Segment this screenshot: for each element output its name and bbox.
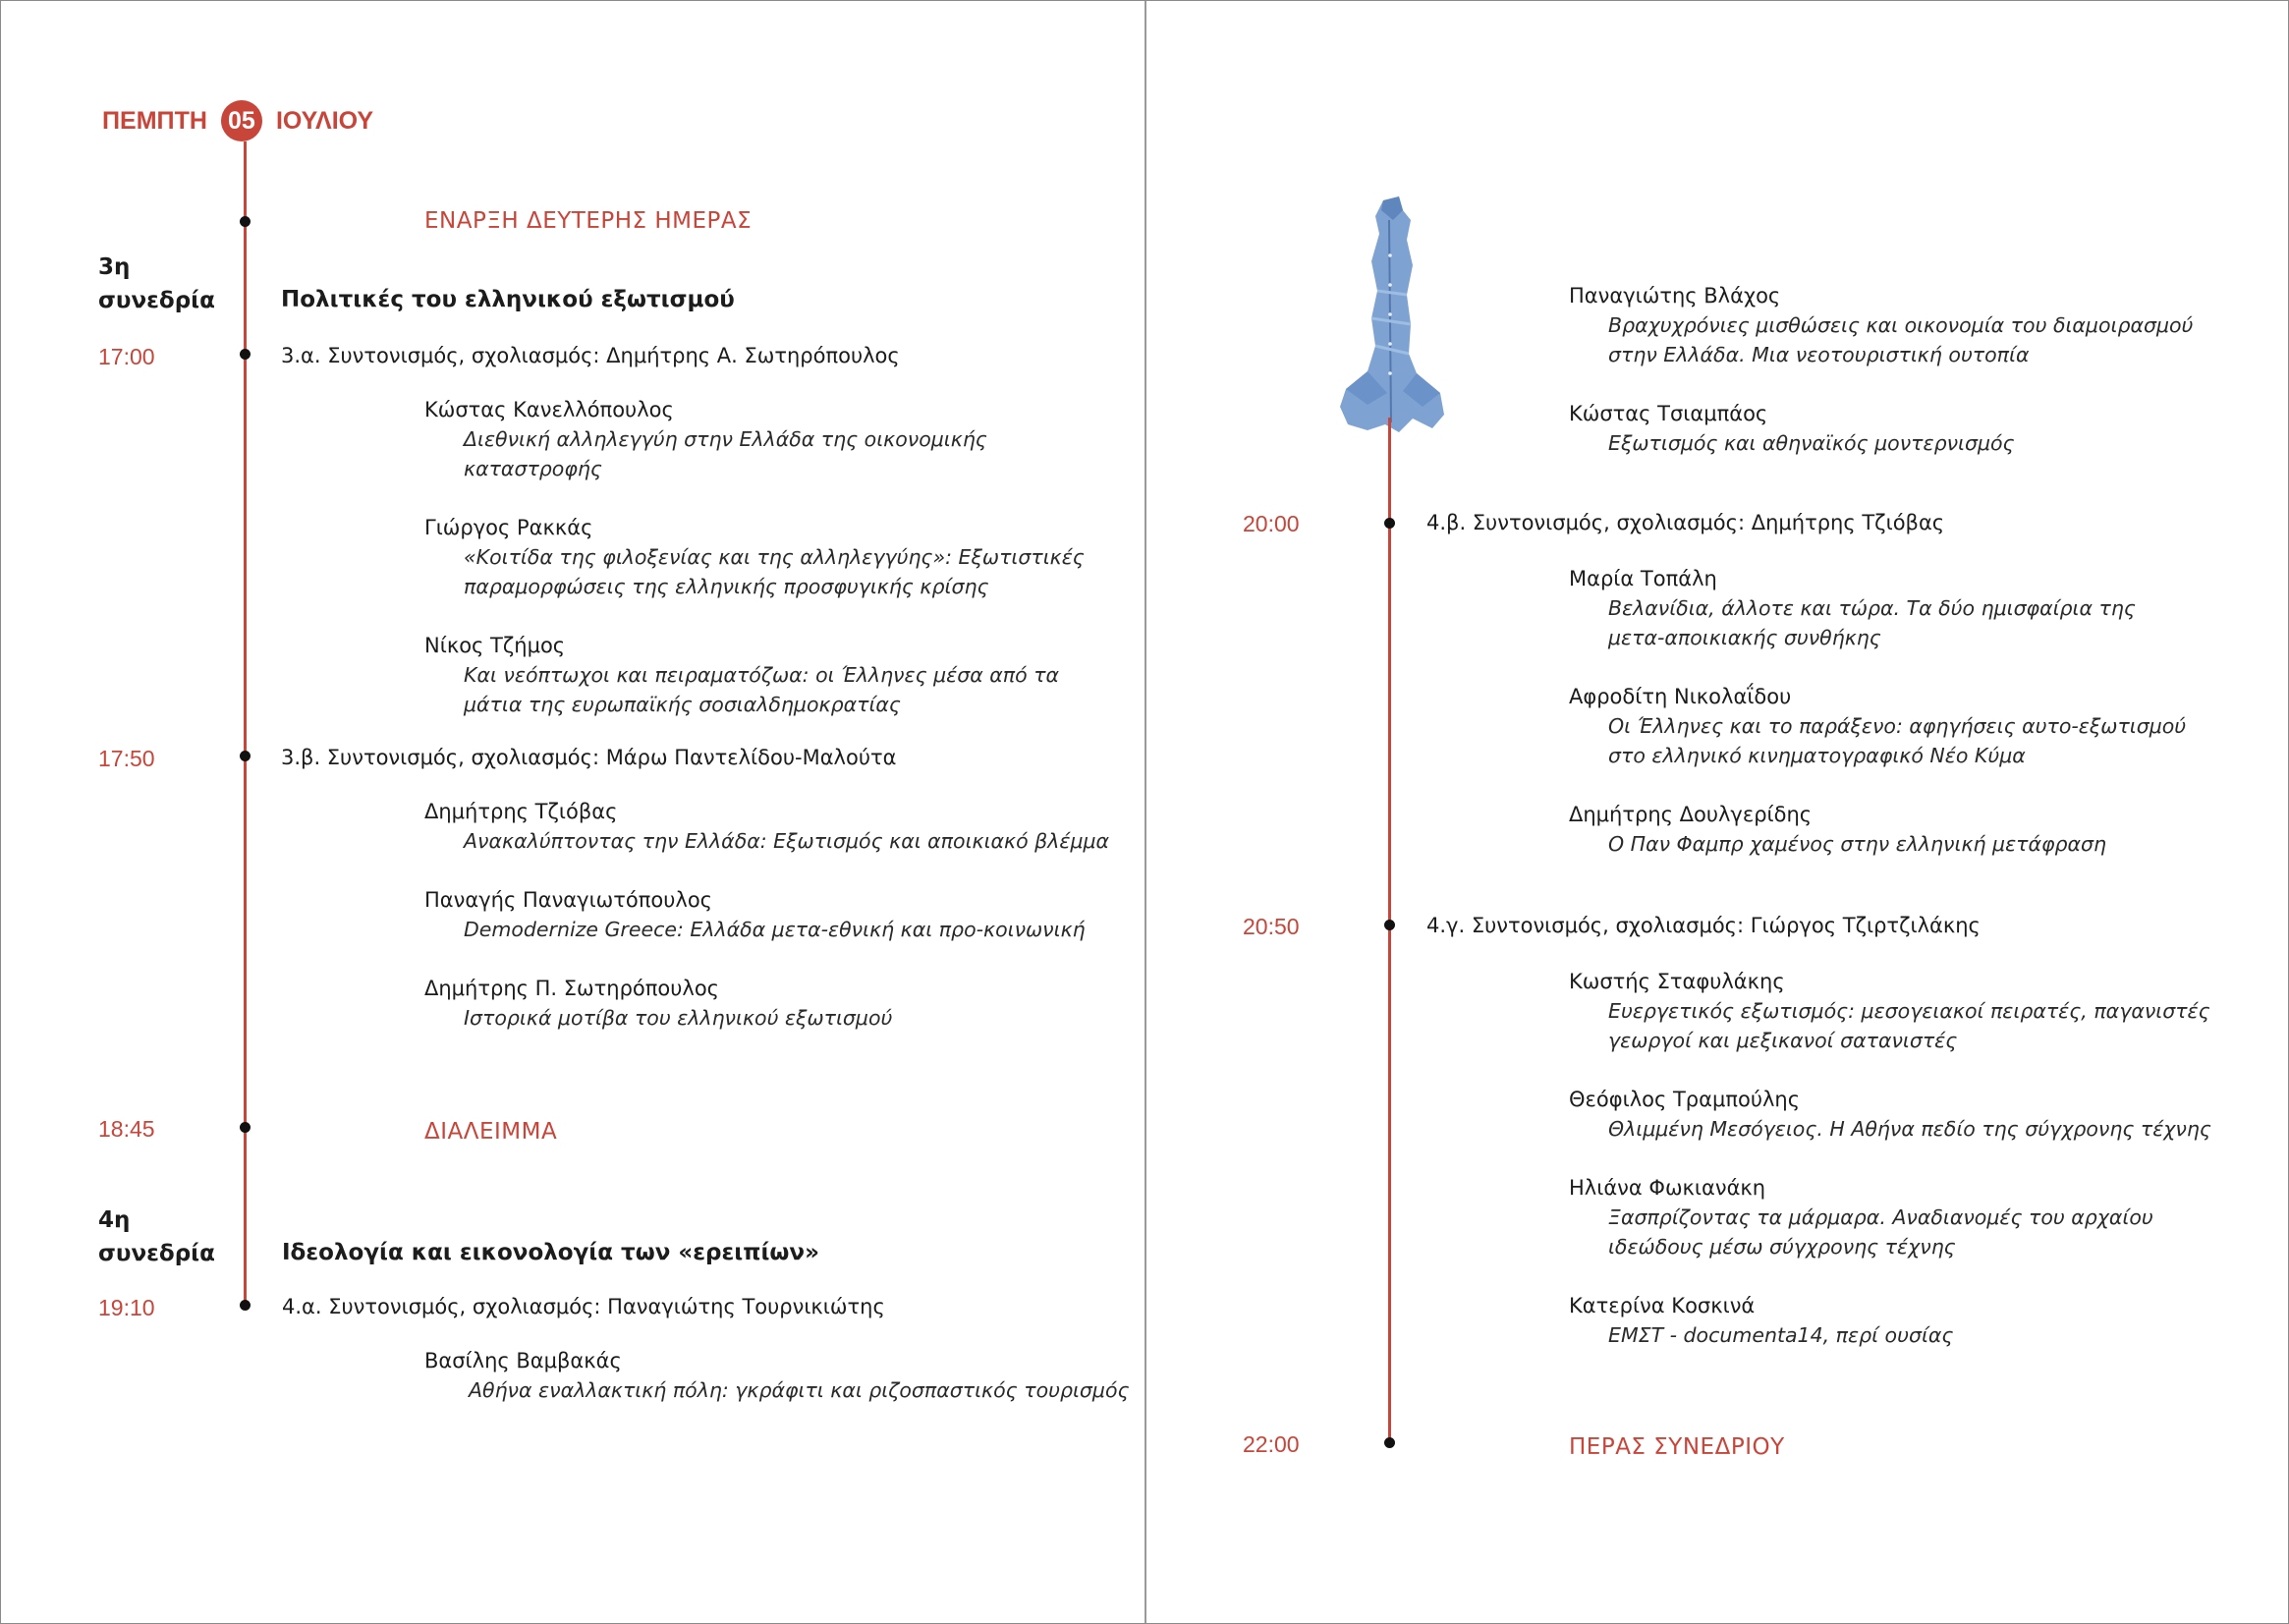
talk-title: Διεθνική αλληλεγγύη στην Ελλάδα της οικονομικής bbox=[464, 427, 987, 451]
talk-title: Ιστορικά μοτίβα του ελληνικού εξωτισμού bbox=[464, 1006, 893, 1030]
panel-chair: 3.α. Συντονισμός, σχολιασμός: Δημήτρης Α. Σωτηρόπουλος bbox=[281, 344, 900, 367]
timeline-dot bbox=[1384, 518, 1395, 529]
time-label: 22:00 bbox=[1243, 1431, 1300, 1457]
time-label: 20:00 bbox=[1243, 511, 1300, 536]
session-3-label bbox=[98, 251, 215, 317]
page-spine bbox=[1144, 0, 1146, 1624]
talk-title: Οι Έλληνες και το παράξενο: αφηγήσεις αυτο-εξωτισμού bbox=[1608, 714, 2187, 738]
shirt-icon bbox=[1338, 196, 1446, 432]
talk-title: Θλιμμένη Μεσόγειος. Η Αθήνα πεδίο της σύγχρονης τέχνης bbox=[1608, 1117, 2211, 1141]
talk-title: Ξασπρίζοντας τα μάρμαρα. Αναδιανομές του αρχαίου bbox=[1608, 1205, 2153, 1229]
speaker-name: Παναγής Παναγιωτόπουλος bbox=[424, 888, 713, 912]
talk-entry bbox=[424, 974, 892, 1033]
talk-title: μετα-αποικιακής συνθήκης bbox=[1608, 626, 1881, 649]
talk-title: ιδεώδους μέσω σύγχρονης τέχνης bbox=[1608, 1235, 1956, 1259]
timeline-dot bbox=[240, 1300, 251, 1311]
talk-entry bbox=[424, 1346, 1130, 1405]
talk-entry bbox=[1569, 281, 2193, 369]
panel-chair: 4.γ. Συντονισμός, σχολιασμός: Γιώργος Τζιρτζιλάκης bbox=[1426, 914, 1981, 937]
speaker-name: Αφροδίτη Νικολαΐδου bbox=[1569, 685, 1792, 708]
day-number-badge: 05 bbox=[221, 100, 262, 141]
talk-title: μάτια της ευρωπαϊκής σοσιαλδημοκρατίας bbox=[464, 693, 901, 716]
talk-entry bbox=[1569, 1291, 1953, 1350]
month-label: ΙΟΥΛΙΟΥ bbox=[275, 106, 374, 135]
break-label: ΔΙΑΛΕΙΜΜΑ bbox=[424, 1119, 558, 1145]
speaker-name: Θεόφιλος Τραμπούλης bbox=[1569, 1088, 1801, 1111]
speaker-name: Βασίλης Βαμβακάς bbox=[424, 1349, 622, 1372]
talk-title: Βραχυχρόνιες μισθώσεις και οικονομία του διαμοιρασμού bbox=[1608, 313, 2194, 337]
session-number: 4η bbox=[98, 1207, 131, 1233]
speaker-name: Παναγιώτης Βλάχος bbox=[1569, 284, 1781, 308]
talk-title: στην Ελλάδα. Μια νεοτουριστική ουτοπία bbox=[1608, 343, 2030, 366]
timeline-dot bbox=[240, 1122, 251, 1133]
talk-title: Αθήνα εναλλακτική πόλη: γκράφιτι και ριζοσπαστικός τουρισμός bbox=[469, 1378, 1130, 1402]
talk-title: καταστροφής bbox=[464, 457, 602, 480]
session-4-label bbox=[98, 1204, 215, 1270]
talk-entry bbox=[1569, 564, 2136, 652]
timeline-dot bbox=[240, 349, 251, 360]
speaker-name: Ηλιάνα Φωκιανάκη bbox=[1569, 1176, 1766, 1200]
session-3-title: Πολιτικές του ελληνικού εξωτισμού bbox=[281, 287, 735, 312]
timeline-dot bbox=[240, 216, 251, 227]
talk-title: Ευεργετικός εξωτισμός: μεσογειακοί πειρατές, παγανιστές bbox=[1608, 999, 2210, 1023]
talk-title: Βελανίδια, άλλοτε και τώρα. Τα δύο ημισφαίρια της bbox=[1608, 596, 2136, 620]
talk-title: γεωργοί και μεξικανοί σατανιστές bbox=[1608, 1029, 1958, 1052]
talk-title: Demodernize Greece: Ελλάδα μετα-εθνική και προ-κοινωνική bbox=[464, 918, 1086, 941]
talk-entry bbox=[424, 513, 1085, 601]
speaker-name: Γιώργος Ρακκάς bbox=[424, 516, 593, 539]
talk-title: ΕΜΣΤ - documenta14, περί ουσίας bbox=[1608, 1323, 1954, 1347]
time-label: 20:50 bbox=[1243, 914, 1300, 939]
speaker-name: Μαρία Τοπάλη bbox=[1569, 567, 1717, 590]
speaker-name: Δημήτρης Π. Σωτηρόπουλος bbox=[424, 977, 719, 1000]
talk-title: Και νεόπτωχοι και πειραματόζωα: οι Έλληνες μέσα από τα bbox=[464, 663, 1060, 687]
talk-title: παραμορφώσεις της ελληνικής προσφυγικής κρίσης bbox=[464, 575, 989, 598]
session-word: συνεδρία bbox=[98, 1241, 215, 1266]
talk-entry bbox=[1569, 1173, 2153, 1261]
speaker-name: Κώστας Τσιαμπάος bbox=[1569, 402, 1768, 425]
timeline-dot bbox=[1384, 920, 1395, 930]
session-number: 3η bbox=[98, 254, 131, 280]
timeline-dot bbox=[240, 751, 251, 761]
panel-chair: 4.β. Συντονισμός, σχολιασμός: Δημήτρης Τζιόβας bbox=[1426, 511, 1945, 534]
speaker-name: Κωστής Σταφυλάκης bbox=[1569, 970, 1785, 993]
day-opening-label: ΕΝΑΡΞΗ ΔΕΥΤΕΡΗΣ ΗΜΕΡΑΣ bbox=[424, 208, 753, 234]
talk-entry bbox=[424, 797, 1109, 856]
weekday-label: ΠΕΜΠΤΗ bbox=[102, 106, 207, 135]
session-word: συνεδρία bbox=[98, 288, 215, 313]
time-label: 18:45 bbox=[98, 1116, 155, 1142]
talk-title: στο ελληνικό κινηματογραφικό Νέο Κύμα bbox=[1608, 744, 2026, 767]
speaker-name: Νίκος Τζήμος bbox=[424, 634, 566, 657]
talk-entry bbox=[1569, 399, 2015, 458]
panel-chair: 4.α. Συντονισμός, σχολιασμός: Παναγιώτης Τουρνικιώτης bbox=[282, 1295, 885, 1318]
talk-entry bbox=[424, 631, 1059, 719]
speaker-name: Κώστας Κανελλόπουλος bbox=[424, 398, 674, 421]
speaker-name: Δημήτρης Τζιόβας bbox=[424, 800, 618, 823]
talk-entry bbox=[1569, 1085, 2211, 1144]
timeline-dot bbox=[1384, 1437, 1395, 1448]
time-label: 17:00 bbox=[98, 344, 155, 369]
speaker-name: Κατερίνα Κοσκινά bbox=[1569, 1294, 1756, 1317]
session-4-title: Ιδεολογία και εικονολογία των «ερειπίων» bbox=[282, 1240, 819, 1265]
talk-title: Ανακαλύπτοντας την Ελλάδα: Εξωτισμός και αποικιακό βλέμμα bbox=[464, 829, 1110, 853]
talk-entry bbox=[1569, 682, 2186, 770]
talk-entry bbox=[1569, 967, 2210, 1055]
talk-entry bbox=[424, 395, 987, 483]
date-header bbox=[102, 101, 373, 140]
talk-title: «Κοιτίδα της φιλοξενίας και της αλληλεγγύης»: Εξωτιστικές bbox=[464, 545, 1085, 569]
time-label: 19:10 bbox=[98, 1295, 155, 1320]
talk-title: Εξωτισμός και αθηναϊκός μοντερνισμός bbox=[1608, 431, 2015, 455]
talk-entry bbox=[424, 885, 1086, 944]
talk-title: Ο Παν Φαμπρ χαμένος στην ελληνική μετάφραση bbox=[1608, 832, 2107, 856]
time-label: 17:50 bbox=[98, 746, 155, 771]
panel-chair: 3.β. Συντονισμός, σχολιασμός: Μάρω Παντελίδου-Μαλούτα bbox=[281, 746, 897, 769]
speaker-name: Δημήτρης Δουλγερίδης bbox=[1569, 803, 1813, 826]
conference-end-label: ΠΕΡΑΣ ΣΥΝΕΔΡΙΟΥ bbox=[1569, 1434, 1785, 1460]
talk-entry bbox=[1569, 800, 2106, 859]
timeline-line-right bbox=[1388, 418, 1391, 1444]
